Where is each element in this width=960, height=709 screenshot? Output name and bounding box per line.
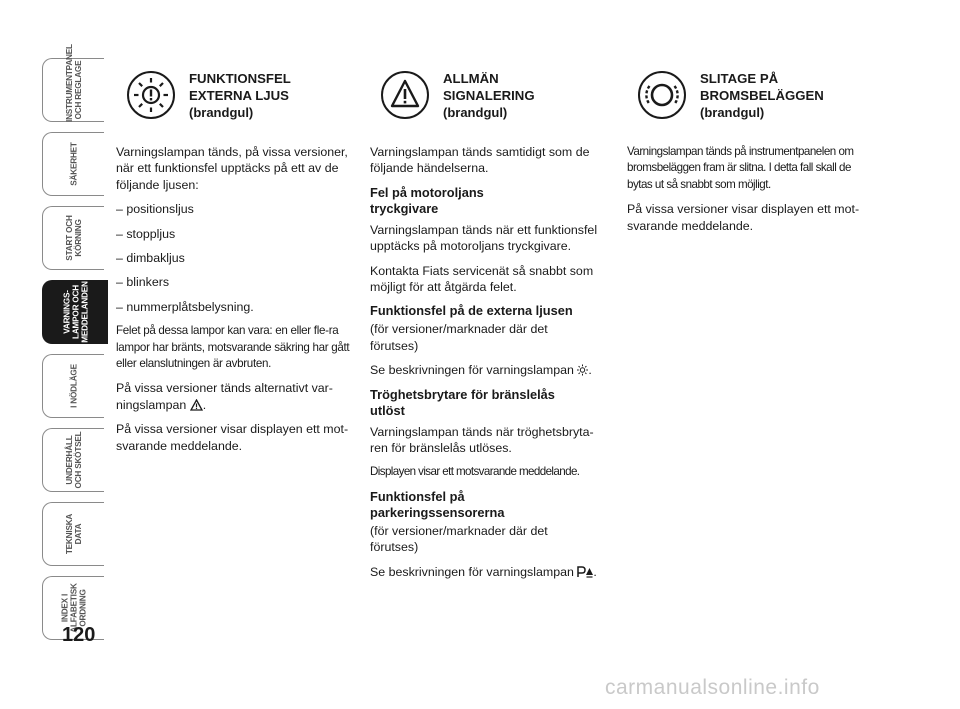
tab-label: INDEX I ALFABETISK ORDNING bbox=[60, 583, 87, 633]
section-header bbox=[116, 70, 356, 144]
tab-label: INSTRUMENTPANEL OCH REGLAGE bbox=[64, 44, 83, 122]
subheading-note-text: (för versioner/marknader där det förutses) bbox=[370, 322, 548, 353]
warning-triangle-icon bbox=[190, 399, 203, 411]
paragraph: Kontakta Fiats servicenät så snabbt som möjligt för att åtgärda felet. bbox=[370, 263, 594, 295]
exterior-light-icon bbox=[577, 364, 588, 376]
paragraph: Varningslampan tänds, på vissa versioner, när ett funktionsfel upptäcks på ett av de följande ljusen: bbox=[116, 145, 348, 192]
brake-pad-wear-icon bbox=[637, 70, 687, 120]
parking-sensor-icon bbox=[577, 566, 593, 578]
section-title bbox=[700, 70, 870, 121]
tab-label: VARNINGS- LAMPOR OCH MEDDELANDEN bbox=[62, 281, 89, 343]
list-item: – positionsljus bbox=[116, 202, 194, 217]
section-title bbox=[189, 70, 359, 121]
section-title-text: ALLMÄN SIGNALERING bbox=[443, 71, 535, 103]
watermark: carmanualsonline.info bbox=[605, 676, 820, 699]
paragraph-text: På vissa versioner tänds alternativt var-ningslampan bbox=[116, 381, 333, 412]
paragraph: Varningslampan tänds när tröghetsbryta-ren för bränslelås utlöses. bbox=[370, 424, 594, 456]
section-general-warning bbox=[370, 70, 610, 588]
section-exterior-lights bbox=[116, 70, 356, 462]
subheading: Funktionsfel på parkeringssensorerna bbox=[370, 488, 505, 520]
subheading: Funktionsfel på de externa ljusen bbox=[370, 303, 573, 319]
paragraph-end: . bbox=[588, 363, 592, 378]
section-subtitle: (brandgul) bbox=[189, 105, 254, 120]
tab-sakerhet[interactable] bbox=[42, 132, 104, 196]
tab-i-nodlage[interactable] bbox=[42, 354, 104, 418]
list-item: – dimbakljus bbox=[116, 251, 185, 266]
section-brake-pads bbox=[627, 70, 862, 242]
tab-start-och-korning[interactable] bbox=[42, 206, 104, 270]
paragraph bbox=[370, 564, 610, 580]
tab-instrumentpanel[interactable] bbox=[42, 44, 104, 122]
list-item: – stoppljus bbox=[116, 226, 176, 241]
warning-triangle-icon bbox=[380, 70, 430, 120]
section-subtitle: (brandgul) bbox=[443, 105, 508, 120]
paragraph: Varningslampan tänds samtidigt som de följande händelserna. bbox=[370, 145, 590, 176]
section-title-text: SLITAGE PÅ BROMSBELÄGGEN bbox=[700, 71, 824, 103]
paragraph-end: . bbox=[202, 397, 207, 412]
subheading: Tröghetsbrytare för bränslelås utlöst bbox=[370, 386, 555, 418]
paragraph: Displayen visar ett motsvarande meddelande. bbox=[370, 465, 580, 479]
subheading-note bbox=[370, 523, 610, 556]
paragraph-end: . bbox=[593, 564, 597, 579]
tab-label: I NÖDLÄGE bbox=[69, 364, 78, 408]
paragraph-text: Se beskrivningen för varningslampan bbox=[370, 564, 574, 579]
paragraph: På vissa versioner visar displayen ett mot-svarande meddelande. bbox=[116, 422, 349, 453]
paragraph bbox=[116, 380, 356, 413]
subheading: Fel på motoroljans tryckgivare bbox=[370, 184, 484, 216]
tab-label: SÄKERHET bbox=[69, 142, 78, 186]
section-subtitle: (brandgul) bbox=[700, 105, 765, 120]
section-header bbox=[627, 70, 862, 144]
paragraph: På vissa versioner visar displayen ett mot-svarande meddelande. bbox=[627, 202, 860, 233]
tab-tekniska-data[interactable] bbox=[42, 502, 104, 566]
tab-label: UNDERHÅLL OCH SKÖTSEL bbox=[64, 431, 83, 489]
tab-label: START OCH KÖRNING bbox=[64, 215, 83, 261]
tab-underhall[interactable] bbox=[42, 428, 104, 492]
paragraph-text: Se beskrivningen för varningslampan bbox=[370, 363, 574, 378]
page-number: 120 bbox=[62, 624, 96, 646]
subheading-note-text: (för versioner/marknader där det förutses) bbox=[370, 523, 548, 555]
section-title bbox=[443, 70, 613, 121]
list-item: – blinkers bbox=[116, 275, 170, 290]
paragraph: Varningslampan tänds när ett funktionsfel upptäcks på motoroljans tryckgivare. bbox=[370, 222, 598, 254]
paragraph bbox=[370, 362, 610, 378]
section-header bbox=[370, 70, 610, 144]
exterior-light-fault-icon bbox=[126, 70, 176, 120]
tab-varningslampor[interactable] bbox=[42, 280, 108, 344]
subheading-note bbox=[370, 321, 610, 354]
list-item: – nummerplåtsbelysning. bbox=[116, 299, 254, 314]
paragraph: Felet på dessa lampor kan vara: en eller fle-ra lampor har bränts, motsvarande säkring har gått eller elanslutningen är avbruten. bbox=[116, 324, 350, 371]
paragraph: Varningslampan tänds på instrumentpanelen om bromsbeläggen fram är slitna. I detta fall skall de bytas ut så snabbt som möjligt. bbox=[627, 145, 854, 191]
light-list bbox=[116, 201, 356, 315]
section-title-text: FUNKTIONSFEL EXTERNA LJUS bbox=[189, 71, 291, 103]
tab-label: TEKNISKA DATA bbox=[64, 513, 83, 555]
